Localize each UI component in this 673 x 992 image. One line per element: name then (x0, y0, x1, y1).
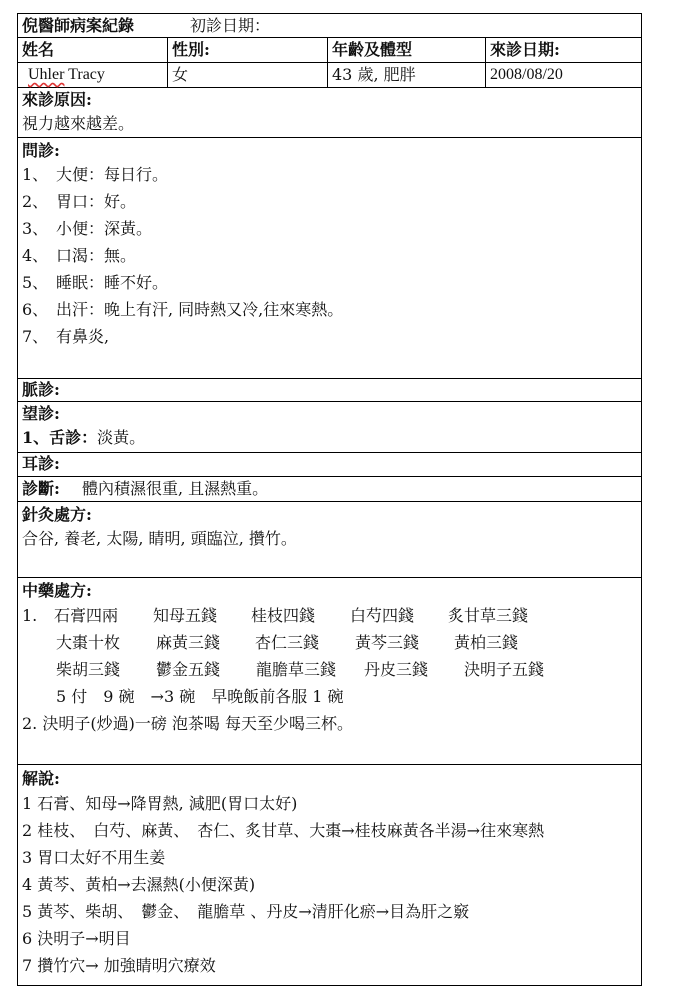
inquiry-label: 問診: (22, 141, 60, 160)
explanation-section (17, 765, 642, 986)
herb: 鬱金五錢 (156, 660, 221, 679)
tongue-label: 1、舌診： (22, 428, 98, 447)
record-title: 倪醫師病案紀錄 (22, 16, 135, 35)
acupuncture-section (17, 502, 642, 578)
item-number: 5、 (22, 273, 49, 292)
explanation-item: 1 石膏、知母→降胃熱, 減肥(胃口太好) (22, 794, 298, 813)
col-label: 性別: (172, 40, 210, 59)
explanation-item: 7 攢竹穴→ 加強睛明穴療效 (22, 956, 216, 975)
visit-date: 2008/08/20 (490, 66, 563, 83)
explanation-label: 解說: (22, 769, 60, 788)
item-number: 7、 (22, 327, 49, 346)
explanation-item: 3 胃口太好不用生姜 (22, 848, 166, 867)
col-date-header (486, 38, 641, 62)
tongue-text: 淡黃。 (97, 428, 146, 447)
herb: 丹皮三錢 (364, 660, 429, 679)
patient-age-build: 43 歲, 肥胖 (332, 65, 416, 84)
patient-gender-cell (168, 63, 328, 87)
inquiry-section (17, 138, 642, 379)
herb: 杏仁三錢 (255, 633, 320, 652)
pulse-label: 脈診: (22, 380, 60, 399)
item-number: 2、 (22, 192, 49, 211)
herb: 大棗十枚 (56, 633, 121, 652)
pulse-section (17, 379, 642, 402)
inquiry-item (22, 218, 152, 240)
col-name-header (18, 38, 168, 62)
herb: 黃柏三錢 (454, 633, 519, 652)
diagnosis-text: 體內積濕很重, 且濕熱重。 (82, 479, 269, 498)
inquiry-item (22, 245, 136, 267)
item-number: 1、 (22, 165, 49, 184)
item-text: 小便：深黃。 (56, 219, 153, 238)
col-age-header (328, 38, 486, 62)
item-number: 6、 (22, 300, 49, 319)
inquiry-item (22, 164, 168, 186)
ear-section (17, 453, 642, 477)
herb: 知母五錢 (153, 606, 218, 625)
patient-age-cell (328, 63, 486, 87)
patient-name-cell (18, 63, 168, 87)
diagnosis-label: 診斷: (22, 479, 60, 498)
inquiry-item (22, 272, 168, 294)
visit-date-cell (486, 63, 641, 87)
patient-last-name: Tracy (68, 66, 105, 83)
item-text: 胃口：好。 (56, 192, 137, 211)
herb: 柴胡三錢 (56, 660, 121, 679)
patient-first-name: Uhler (28, 66, 65, 83)
herb: 龍膽草三錢 (256, 660, 337, 679)
reason-label: 來診原因: (22, 90, 92, 109)
reason-text: 視力越來越差。 (22, 114, 135, 133)
diagnosis-section (17, 477, 642, 502)
herbal-section (17, 578, 642, 765)
first-visit-label: 初診日期： (190, 16, 271, 35)
item-text: 出汗：晚上有汗, 同時熱又冷,往來寒熱。 (56, 300, 344, 319)
tongue-diagnosis (22, 427, 145, 449)
case-record-sheet (17, 13, 642, 986)
herb: 桂枝四錢 (251, 606, 316, 625)
patient-table-header (17, 38, 642, 63)
explanation-item: 4 黃芩、黃柏→去濕熱(小便深黃) (22, 875, 256, 894)
inquiry-item (22, 191, 136, 213)
item-number: 4、 (22, 246, 49, 265)
explanation-item: 5 黃芩、柴胡、 鬱金、 龍膽草 、丹皮→清肝化瘀→目為肝之竅 (22, 902, 470, 921)
herb: 麻黃三錢 (156, 633, 221, 652)
item-text: 大便：每日行。 (56, 165, 169, 184)
acupuncture-text: 合谷, 養老, 太陽, 睛明, 頭臨泣, 攢竹。 (22, 529, 297, 548)
herb: 決明子五錢 (464, 660, 545, 679)
patient-name (28, 64, 105, 86)
col-label: 年齡及體型 (332, 40, 413, 59)
herb: 白芍四錢 (350, 606, 415, 625)
explanation-item: 2 桂枝、 白芍、麻黃、 杏仁、炙甘草、大棗→桂枝麻黃各半湯→往來寒熱 (22, 821, 545, 840)
inspection-section (17, 402, 642, 453)
rx1-number: 1. (22, 606, 38, 625)
item-text: 有鼻炎, (56, 327, 110, 346)
herb: 黃芩三錢 (355, 633, 420, 652)
herbal-label: 中藥處方: (22, 581, 92, 600)
acupuncture-label: 針灸處方: (22, 505, 92, 524)
dosage-text: 5 付 9 碗 →3 碗 早晚飯前各服 1 碗 (56, 687, 344, 706)
ear-label: 耳診: (22, 454, 60, 473)
explanation-item: 6 決明子→明目 (22, 929, 131, 948)
col-label: 來診日期: (490, 40, 560, 59)
item-text: 口渴：無。 (56, 246, 137, 265)
patient-table-values (17, 63, 642, 88)
herb: 石膏四兩 (54, 606, 119, 625)
header-row (17, 13, 642, 38)
inquiry-item (22, 326, 109, 348)
item-text: 睡眠：睡不好。 (56, 273, 169, 292)
inquiry-item (22, 299, 343, 321)
inspection-label: 望診: (22, 404, 60, 423)
reason-section (17, 88, 642, 138)
col-label: 姓名 (22, 40, 55, 59)
rx2-text: 2. 決明子(炒過)一磅 泡茶喝 每天至少喝三杯。 (22, 714, 354, 733)
col-gender-header (168, 38, 328, 62)
item-number: 3、 (22, 219, 49, 238)
herb: 炙甘草三錢 (448, 606, 529, 625)
patient-gender: 女 (172, 65, 189, 84)
